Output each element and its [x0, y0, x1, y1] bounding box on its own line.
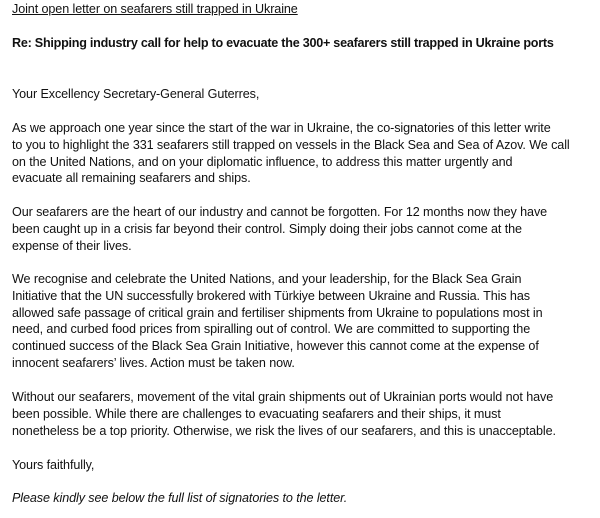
paragraph-line: As we approach one year since the start of the war in Ukraine, the co-signatories of this letter write: [12, 121, 551, 135]
paragraph-line: innocent seafarers’ lives. Action must be taken now.: [12, 355, 295, 370]
paragraph-4: [12, 389, 594, 439]
paragraph-line: expense of their lives.: [12, 238, 132, 253]
paragraph-line: to you to highlight the 331 seafarers still trapped on vessels in the Black Sea and Sea of Azov. We call: [12, 137, 570, 152]
letter-closing: Yours faithfully,: [12, 458, 95, 472]
paragraph-line: Our seafarers are the heart of our industry and cannot be forgotten. For 12 months now they have: [12, 205, 548, 219]
letter-salutation: Your Excellency Secretary-General Guterres,: [12, 87, 260, 101]
paragraph-line: allowed safe passage of critical grain and fertiliser shipments from Ukraine to populations most in: [12, 305, 543, 320]
paragraph-line: been possible. While there are challenges to evacuating seafarers and their ships, it must: [12, 406, 501, 421]
paragraph-3: [12, 271, 594, 372]
paragraph-line: continued success of the Black Sea Grain Initiative, however this cannot come at the expense of: [12, 339, 539, 354]
paragraph-line: evacuate all remaining seafarers and ships.: [12, 171, 251, 186]
paragraph-line: need, and curbed food prices from spiralling out of control. We are committed to supporting the: [12, 322, 531, 337]
signatories-note: Please kindly see below the full list of signatories to the letter.: [12, 491, 348, 505]
paragraph-line: been caught up in a crisis far beyond their control. Simply doing their jobs cannot come at the: [12, 221, 522, 236]
paragraph-2: [12, 204, 594, 254]
paragraph-line: nonetheless be a top priority. Otherwise, we risk the lives of our seafarers, and this is unacceptable.: [12, 423, 556, 438]
paragraph-1: [12, 120, 594, 187]
letter-subject: Re: Shipping industry call for help to evacuate the 300+ seafarers still trapped in Ukraine ports: [12, 36, 554, 50]
paragraph-line: on the United Nations, and on your diplomatic influence, to address this matter urgently and: [12, 154, 513, 169]
paragraph-line: We recognise and celebrate the United Nations, and your leadership, for the Black Sea Grain: [12, 272, 522, 286]
paragraph-line: Without our seafarers, movement of the vital grain shipments out of Ukrainian ports would not have: [12, 390, 554, 404]
paragraph-line: Initiative that the UN successfully brokered with Türkiye between Ukraine and Russia. This has: [12, 288, 530, 303]
letter-title: Joint open letter on seafarers still trapped in Ukraine: [12, 2, 298, 16]
